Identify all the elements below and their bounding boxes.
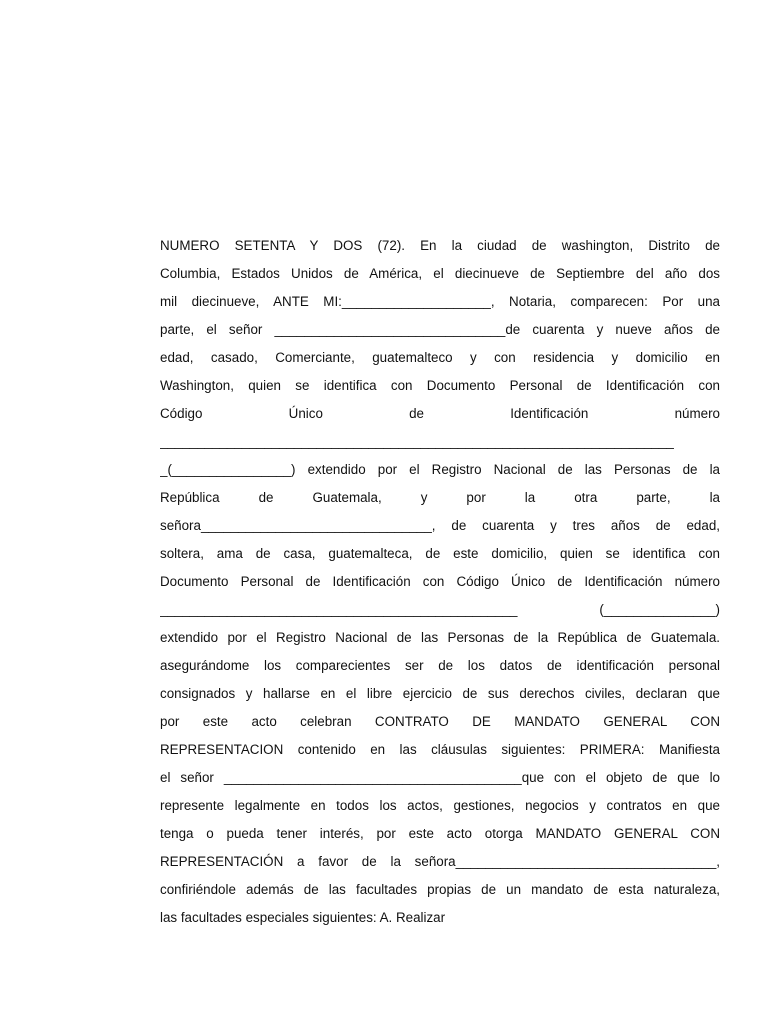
document-line: represente legalmente en todos los actos, gestiones, negocios y contratos en que	[160, 798, 720, 813]
document-line: parte, el señor _______________________________de cuarenta y nueve años de	[160, 322, 720, 337]
document-line: REPRESENTACIÓN a favor de la señora___________________________________,	[160, 854, 720, 869]
document-line: NUMERO SETENTA Y DOS (72). En la ciudad de washington, Distrito de	[160, 238, 720, 253]
document-body	[160, 232, 720, 932]
document-line: señora_______________________________, de cuarenta y tres años de edad,	[160, 518, 720, 533]
document-line: Washington, quien se identifica con Documento Personal de Identificación con	[160, 378, 720, 393]
document-line: ________________________________________________ (_______________)	[160, 602, 720, 617]
document-line: _(________________) extendido por el Registro Nacional de las Personas de la	[160, 462, 720, 477]
document-line: por este acto celebran CONTRATO DE MANDATO GENERAL CON	[160, 714, 720, 729]
document-line: Código Único de Identificación número	[160, 406, 720, 421]
document-line: asegurándome los comparecientes ser de los datos de identificación personal	[160, 658, 720, 673]
document-line: el señor ________________________________________que con el objeto de que lo	[160, 770, 720, 785]
document-line: consignados y hallarse en el libre ejercicio de sus derechos civiles, declaran que	[160, 686, 720, 701]
document-line: Columbia, Estados Unidos de América, el diecinueve de Septiembre del año dos	[160, 266, 720, 281]
document-line: las facultades especiales siguientes: A. Realizar	[160, 910, 446, 925]
document-line: confiriéndole además de las facultades propias de un mandato de esta naturaleza,	[160, 882, 720, 897]
document-line: tenga o pueda tener interés, por este acto otorga MANDATO GENERAL CON	[160, 826, 720, 841]
document-line: edad, casado, Comerciante, guatemalteco y con residencia y domicilio en	[160, 350, 720, 365]
document-line: mil diecinueve, ANTE MI:____________________, Notaria, comparecen: Por una	[160, 294, 720, 309]
document-line: extendido por el Registro Nacional de las Personas de la República de Guatemala.	[160, 630, 720, 645]
document-line: _____________________________________________________________________	[160, 434, 674, 449]
document-line: Documento Personal de Identificación con Código Único de Identificación número	[160, 574, 720, 589]
document-line: REPRESENTACION contenido en las cláusulas siguientes: PRIMERA: Manifiesta	[160, 742, 720, 757]
document-line: República de Guatemala, y por la otra parte, la	[160, 490, 720, 505]
document-line: soltera, ama de casa, guatemalteca, de este domicilio, quien se identifica con	[160, 546, 720, 561]
